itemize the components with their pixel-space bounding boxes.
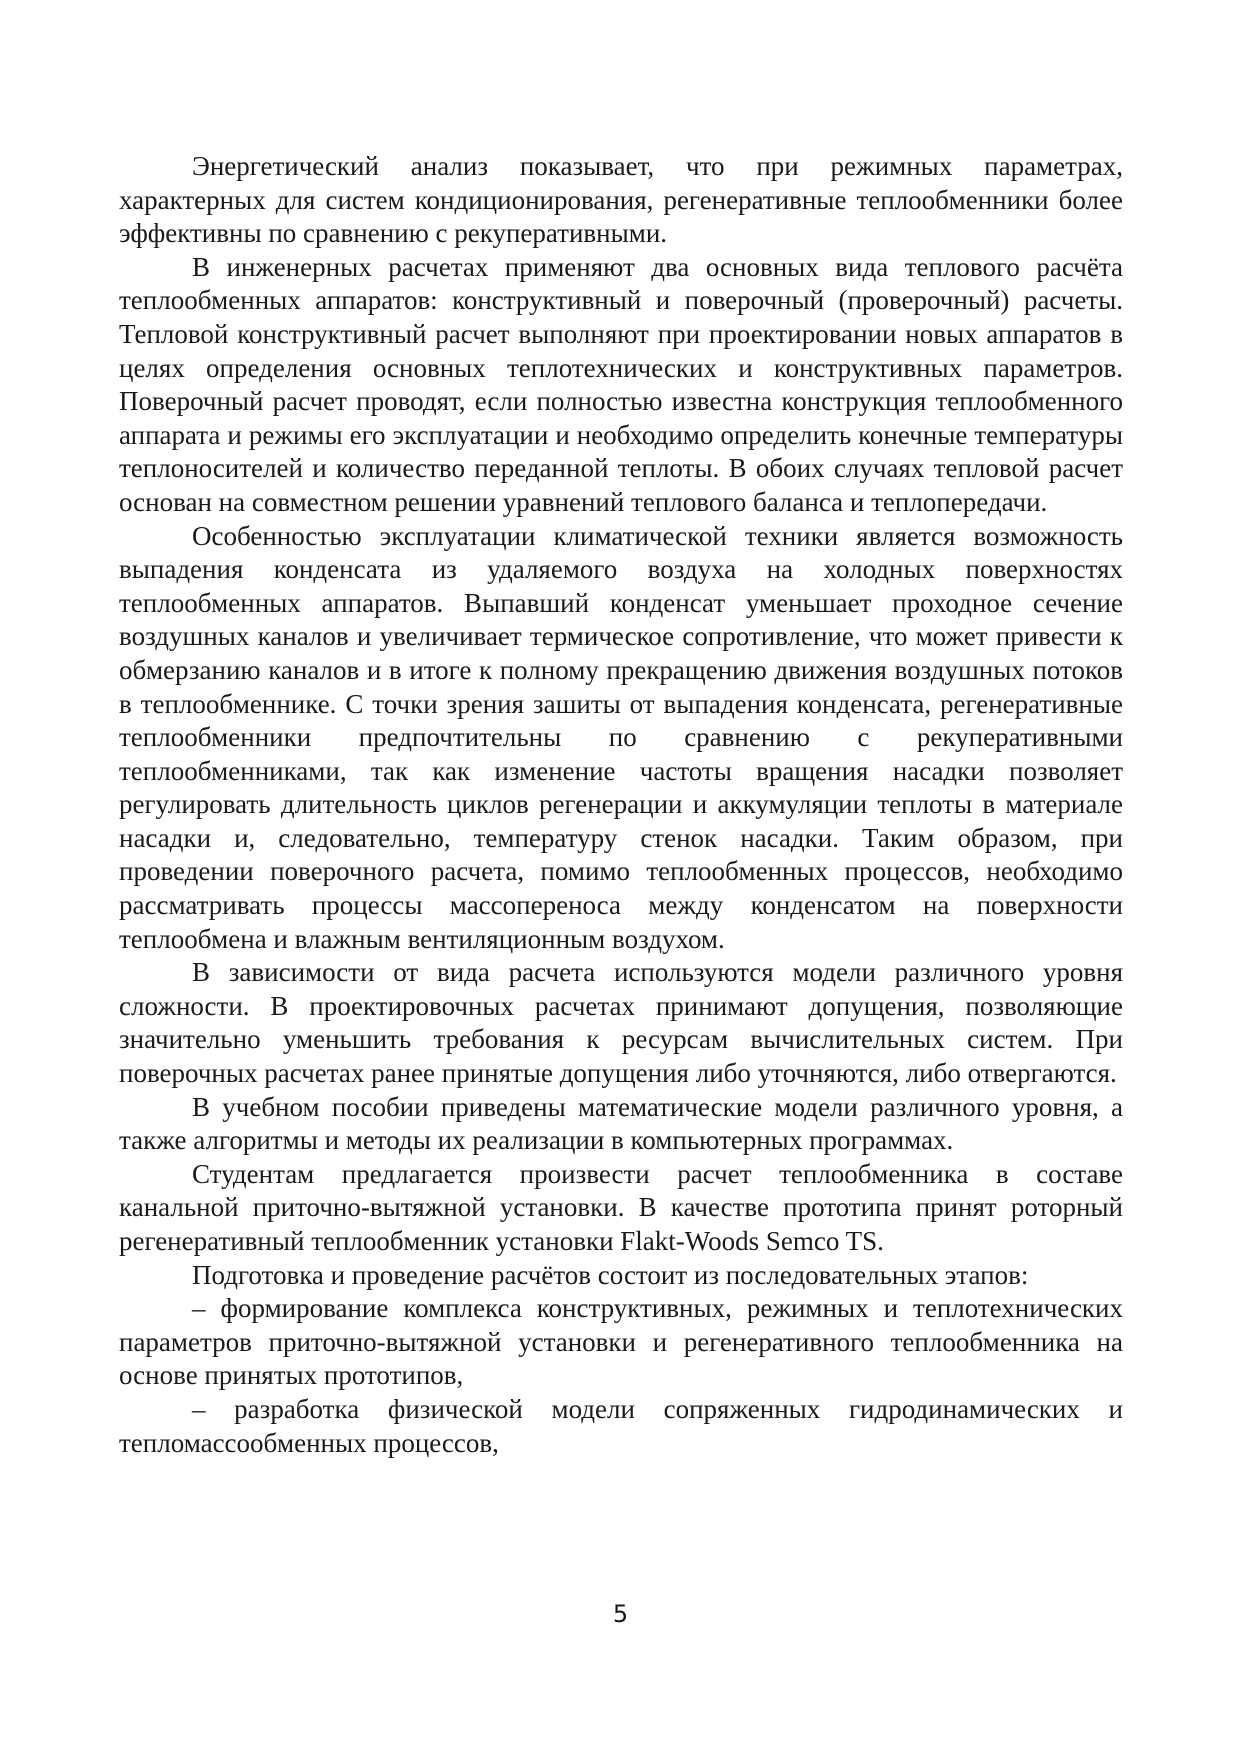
paragraph-student-task: Студентам предлагается произвести расчет теплообменника в составе канальной приточно-вытяжной установки. В качестве прототипа принят роторный регенеративный теплообменник установки Flakt-Woods Semco TS. <box>119 1158 1123 1256</box>
page-number: 5 <box>612 1600 629 1628</box>
list-item-stage-2: – разработка физической модели сопряженных гидродинамических и тепломассообменных процессов, <box>119 1393 1123 1458</box>
paragraph-calculation-types: В инженерных расчетах применяют два основных вида теплового расчёта теплообменных аппаратов: конструктивный и поверочный (проверочный) расчеты. Тепловой конструктивный расчет выполняют при проектировании новых аппаратов в целях определения основных теплотехнических и конструктивных параметров. Поверочный расчет проводят, если полностью известна конструкция теплообменного аппарата и режимы его эксплуатации и необходимо определить конечные температуры теплоносителей и количество переданной теплоты. В обоих случаях тепловой расчет основан на совместном решении уравнений теплового баланса и теплопередачи. <box>119 251 1123 517</box>
paragraph-stages-intro: Подготовка и проведение расчётов состоит из последовательных этапов: <box>192 1259 1029 1290</box>
paragraph-model-complexity: В зависимости от вида расчета используются модели различного уровня сложности. В проектировочных расчетах принимают допущения, позволяющие значительно уменьшить требования к ресурсам вычислительных систем. При поверочных расчетах ранее принятые допущения либо уточняются, либо отвергаются. <box>119 957 1123 1089</box>
list-item-stage-1: – формирование комплекса конструктивных, режимных и теплотехнических параметров приточно-вытяжной установки и регенеративного теплообменника на основе принятых прототипов, <box>119 1293 1123 1391</box>
paragraph-energy-analysis: Энергетический анализ показывает, что при режимных параметрах, характерных для систем кондиционирования, регенеративные теплообменники более эффективны по сравнению с рекуперативными. <box>119 151 1123 249</box>
paragraph-textbook-content: В учебном пособии приведены математические модели различного уровня, а также алгоритмы и методы их реализации в компьютерных программах. <box>119 1091 1123 1156</box>
paragraph-condensate: Особенностью эксплуатации климатической техники является возможность выпадения конденсата из удаляемого воздуха на холодных поверхностях теплообменных аппаратов. Выпавший конденсат уменьшает проходное сечение воздушных каналов и увеличивает термическое сопротивление, что может привести к обмерзанию каналов и в итоге к полному прекращению движения воздушных потоков в теплообменнике. С точки зрения зашиты от выпадения конденсата, регенеративные теплообменники предпочтительны по сравнению с рекуперативными теплообменниками, так как изменение частоты вращения насадки позволяет регулировать длительность циклов регенерации и аккумуляции теплоты в материале насадки и, следовательно, температуру стенок насадки. Таким образом, при проведении поверочного расчета, помимо теплообменных процессов, необходимо рассматривать процессы массопереноса между конденсатом на поверхности теплообмена и влажным вентиляционным воздухом. <box>119 520 1123 954</box>
text-body <box>119 150 1123 1460</box>
